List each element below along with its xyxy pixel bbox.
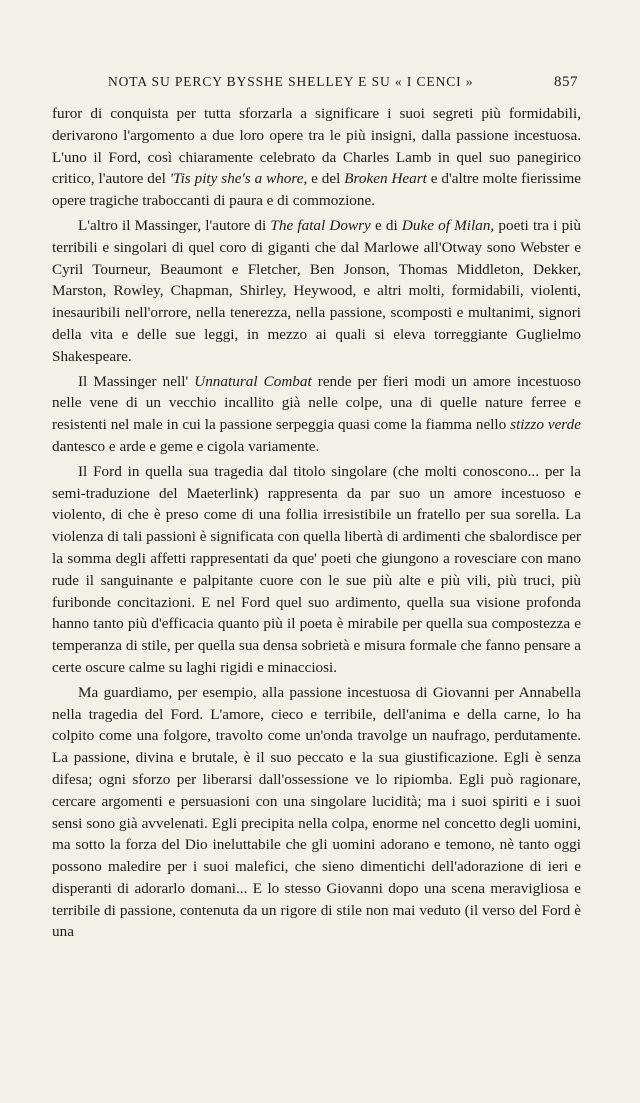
title-fatal-dowry: The fatal Dowry <box>270 216 371 234</box>
paragraph-1-text-2: e del <box>307 170 345 188</box>
paragraph-3-text-3: dantesco e arde e geme e cigola variamente. <box>52 437 320 455</box>
paragraph-1-text-3: e d'altre molte fierissime opere tragiche traboccanti di paura e di commozione. <box>52 170 581 210</box>
paragraph-2 <box>52 215 581 368</box>
title-duke-of-milan: Duke of Milan, <box>401 216 495 234</box>
paragraph-5 <box>52 682 581 944</box>
body-text <box>52 103 581 946</box>
paragraph-3 <box>52 371 581 458</box>
paragraph-1-text: furor di conquista per tutta sforzarla a significare i suoi segreti più formidabili, derivarono l'argomento a due loro opere tra le più insigni, dalla passione incestuosa. L'uno il Ford, così chiaramente celebrato da Charles Lamb in quel suo panegirico critico, l'autore del <box>52 105 581 188</box>
paragraph-4-text: Il Ford in quella sua tragedia dal titolo singolare (che molti conoscono... per la semi-traduzione del Maeterlink) rappresenta da par suo un amore incestuoso e violento, di che è preso come di una follia irresistibile un fratello per sua sorella. La violenza di tali passioni è significata con quella libertà di ardimenti che sbalordisce per la somma degli affetti rappresentati da que' poeti che giungono a rovesciare con mano rude il sanguinante e palpitante cuore con le sue più alte e più vili, più truci, più furibonde concitazioni. E nel Ford quel suo ardimento, quella sua visione profonda hanno tanto più d'efficacia quanto più il poeta è mirabile per quella sua compostezza e temperanza di stile, per quella sua densa sobrietà e misura formale che fanno pensare a certe oscure calme su laghi rigidi e minacciosi. <box>52 462 581 676</box>
paragraph-2-text-3: poeti tra i più terribili e singolari di quel coro di giganti che dal Marlowe all'Otway sono Webster e Cyril Tourneur, Beaumont e Fletcher, Ben Jonson, Thomas Middleton, Dekker, Marston, Rowley, Chapman, Shirley, Heywood, e altri molti, formidabili, violenti, inesauribili nell'orrore, nella tenerezza, nella passione, scomposti e multanimi, signori della vita e delle sue leggi, in mezzo ai quali si eleva torreggiante Guglielmo Shakespeare. <box>52 216 581 365</box>
title-tis-pity: 'Tis pity she's a whore, <box>169 170 308 188</box>
paragraph-3-text: Il Massinger nell' <box>78 372 195 390</box>
paragraph-1 <box>52 103 581 212</box>
paragraph-2-text: L'altro il Massinger, l'autore di <box>78 216 271 234</box>
running-header <box>108 74 578 96</box>
paragraph-2-text-2: e di <box>370 216 402 234</box>
paragraph-3-text-2: rende per fieri modi un amore incestuoso nelle vene di un vecchio incallito già nelle colpe, una di quelle nature ferree e resistenti nel male in cui la passione serpeggia quasi come la fiamma nello <box>52 372 582 434</box>
paragraph-5-text: Ma guardiamo, per esempio, alla passione incestuosa di Giovanni per Annabella nella tragedia del Ford. L'amore, cieco e terribile, dell'anima e della carne, lo ha colpito come una folgore, travolto come un'onda travolge un naufrago, perdutamente. La passione, divina e brutale, è il suo peccato e la sua giustificazione. Egli è senza difesa; ogni sforzo per liberarsi dall'ossessione ve lo ripiomba. Egli può ragionare, cercare argomenti e persuasioni con una singolare lucidità; ma i suoi spiriti e i suoi sensi sono già avvelenati. Egli precipita nella colpa, enorme nel concetto degli uomini, ma sotto la forza del Dio ineluttabile che gli uomini adorano e temono, nè tanto oggi possono maledire per i suoi malefici, che sieno dimentichi dell'adorazione di ieri e disperanti di adorarlo domani... E lo stesso Giovanni dopo una scena meravigliosa e terribile di passione, contenuta da un rigore di stile non mai veduto (il verso del Ford è una <box>52 683 581 941</box>
page-number: 857 <box>554 74 578 90</box>
quote-stizzo-verde: stizzo verde <box>510 416 581 434</box>
paragraph-4 <box>52 461 581 679</box>
running-title: NOTA SU PERCY BYSSHE SHELLEY E SU « I CENCI » <box>108 74 474 89</box>
title-broken-heart: Broken Heart <box>344 170 427 188</box>
title-unnatural-combat: Unnatural Combat <box>194 372 312 390</box>
